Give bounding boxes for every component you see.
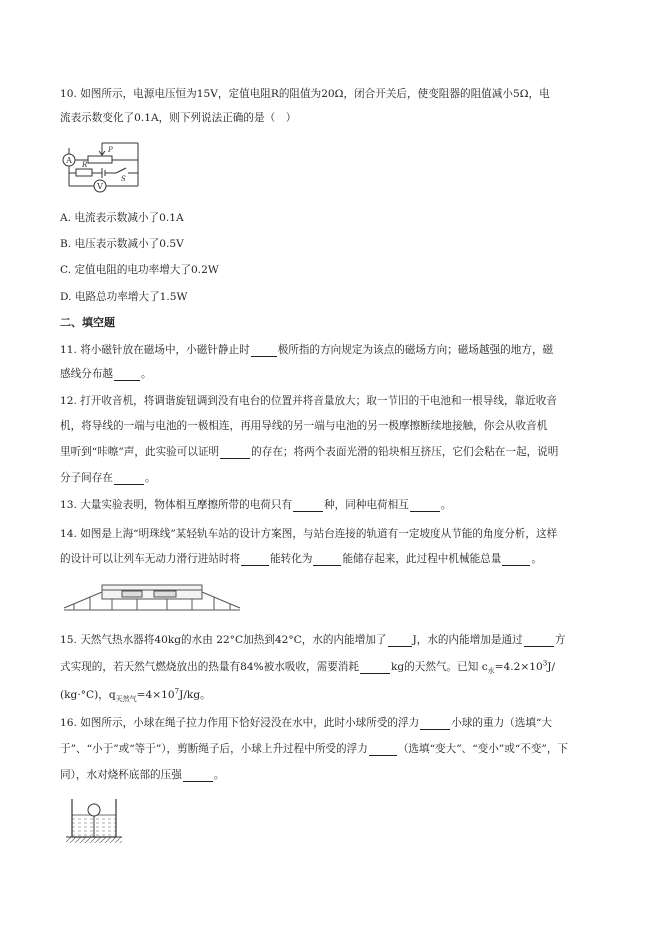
resistor-label: R: [82, 161, 88, 169]
q10-option-b: B. 电压表示数减小了0.5V: [60, 238, 184, 250]
q10-circuit-diagram: [58, 138, 148, 196]
q16-line2: [60, 742, 568, 756]
q10-stem-line2: 流表示数变化了0.1A，则下列说法正确的是（ ）: [60, 112, 297, 124]
q15-text-e: kg的天然气。已知 c: [390, 661, 488, 673]
q11-blank-1: [251, 356, 277, 357]
q16-text-d: （选填“变大”、“变小”或“不变”，下: [397, 743, 569, 755]
q12-text-c: 分子间存在: [60, 472, 113, 484]
q15-blank-2: [524, 646, 554, 647]
q14-blank-3: [502, 565, 530, 566]
q11-text-d: 。: [140, 368, 152, 380]
q16-line3: [60, 768, 224, 782]
q12-line1: 12. 打开收音机，将调谐旋钮调到没有电台的位置并将音量放大；取一节旧的干电池和一根导线，靠近收音: [60, 395, 557, 407]
q16-beaker-diagram: [66, 797, 122, 845]
voltmeter-symbol: [94, 180, 106, 192]
q15-text-j: J/kg。: [179, 689, 211, 701]
q16-blank-2: [369, 755, 397, 756]
switch-label: S: [121, 175, 126, 183]
q11-line2: [60, 367, 152, 381]
q15-line1: [60, 633, 565, 647]
q15-line3: [60, 688, 211, 702]
q15-text-a: 15. 天然气热水器将40kg的水由 22°C加热到42°C，水的内能增加了: [60, 634, 387, 646]
q15-sup-7: 7: [174, 687, 180, 696]
q16-text-a: 16. 如图所示，小球在绳子拉力作用下恰好浸没在水中，此时小球所受的浮力: [60, 717, 420, 729]
q14-blank-2: [313, 565, 341, 566]
q13-blank-1: [293, 511, 323, 512]
q16-blank-1: [420, 729, 450, 730]
q11-text-a: 11. 将小磁针放在磁场中，小磁针静止时: [60, 344, 250, 356]
q14-text-b: 能转化为: [270, 553, 313, 565]
q15-blank-3: [360, 673, 390, 674]
q16-text-f: 。: [213, 769, 225, 781]
q15-text-d: 式实现的，若天然气燃烧放出的热量有84%被水吸收，需要消耗: [60, 661, 359, 673]
q16-text-c: 于”、“小于”或“等于”），剪断绳子后，小球上升过程中所受的浮力: [60, 743, 368, 755]
q11-blank-2: [114, 380, 140, 381]
q12-line4: [60, 471, 156, 485]
q16-blank-3: [183, 781, 213, 782]
q14-text-d: 。: [531, 553, 542, 565]
q13-line: [60, 498, 451, 512]
q12-line2: 机，将导线的一端与电池的一极相连，再用导线的另一端与电池的另一极摩擦断续地接触，你会从收音机: [60, 420, 548, 432]
q13-text-a: 13. 大量实验表明，物体相互摩擦所带的电荷只有: [60, 499, 293, 511]
q12-line3: [60, 445, 558, 459]
q12-text-d: 。: [144, 472, 156, 484]
q13-blank-2: [410, 511, 440, 512]
section-title: 二、填空题: [60, 316, 115, 329]
q16-text-e: 同），水对烧杯底部的压强: [60, 769, 182, 781]
q11-text-b: 极所指的方向规定为该点的磁场方向；磁场越强的地方，磁: [277, 344, 554, 356]
q16-text-b: 小球的重力（选填“大: [451, 717, 552, 729]
q15-sup-3: 3: [542, 659, 548, 668]
ball: [88, 804, 100, 816]
q12-blank-2: [114, 484, 144, 485]
rheostat-label: P: [108, 146, 113, 154]
q12-text-a: 里听到“咔嚓”声，此实验可以证明: [60, 446, 220, 458]
q16-line1: [60, 716, 552, 730]
ammeter-label: A: [66, 156, 72, 165]
q14-line1: 14. 如图是上海“明珠线”某轻轨车站的设计方案图，与站台连接的轨道有一定坡度从节能的角度分析，这样: [60, 528, 558, 540]
q10-option-d: D. 电路总功率增大了1.5W: [60, 291, 188, 303]
q14-text-c: 能储存起来，此过程中机械能总量: [342, 553, 502, 565]
q10-stem-line1: 10. 如图所示，电源电压恒为15V，定值电阻R的阻值为20Ω，闭合开关后，使变阻器的阻值减小5Ω，电: [60, 88, 550, 100]
ammeter-symbol: [63, 154, 75, 166]
q14-blank-1: [241, 565, 269, 566]
q15-sub-water: 水: [487, 667, 495, 676]
q15-text-f: =4.2×10: [494, 661, 543, 673]
q13-text-c: 。: [440, 499, 452, 511]
q15-text-c: 方: [554, 634, 566, 646]
q14-station-diagram: [62, 582, 242, 612]
q15-text-i: =4×10: [136, 689, 175, 701]
q15-text-h: (kg·°C)，q: [60, 689, 116, 701]
q14-text-a: 的设计可以让列车无动力滑行进站时将: [60, 553, 241, 565]
q11-text-c: 感线分布越: [60, 368, 113, 380]
voltmeter-label: V: [97, 182, 103, 191]
q11-line1: [60, 343, 553, 357]
q13-text-b: 种，同种电荷相互: [324, 499, 409, 511]
q15-text-g: J/: [547, 661, 556, 673]
q10-option-c: C. 定值电阻的电功率增大了0.2W: [60, 264, 219, 276]
q14-line2: [60, 552, 542, 566]
q15-blank-1: [388, 646, 412, 647]
q15-sub-gas: 天然气: [115, 695, 137, 704]
q12-text-b: 的存在；将两个表面光滑的铅块相互挤压，它们会粘在一起，说明: [251, 446, 559, 458]
q15-line2: [60, 660, 555, 674]
q10-option-a: A. 电流表示数减小了0.1A: [60, 212, 184, 224]
q12-blank-1: [220, 458, 250, 459]
q15-text-b: J，水的内能增加是通过: [412, 634, 523, 646]
